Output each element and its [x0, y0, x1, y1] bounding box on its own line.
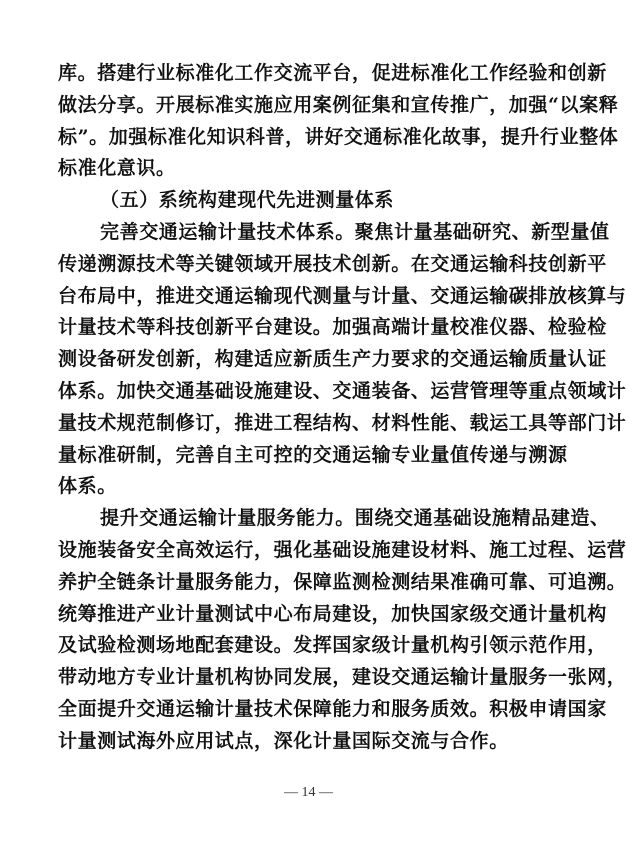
text-line: 体系。	[58, 475, 117, 498]
paragraph-first-line: 完善交通运输计量技术体系。聚焦计量基础研究、新型量值	[100, 221, 610, 243]
text-line: 量技术规范制修订，推进工程结构、材料性能、载运工具等部门计	[58, 411, 626, 434]
text-line: 量标准研制，完善自主可控的交通运输专业量值传递与溯源	[58, 443, 568, 466]
paragraph-first-line: 提升交通运输计量服务能力。围绕交通基础设施精品建造、	[100, 507, 610, 530]
text-line: 统筹推进产业计量测试中心布局建设，加快国家级交通计量机构	[58, 602, 607, 625]
text-line: 设施装备安全高效运行，强化基础设施建设材料、施工过程、运营	[58, 539, 626, 561]
section-heading: （五）系统构建现代先进测量体系	[100, 189, 395, 212]
text-line: 库。搭建行业标准化工作交流平台，促进标准化工作经验和创新	[58, 62, 607, 84]
text-line: 养护全链条计量服务能力，保障监测检测结果准确可靠、可追溯。	[58, 570, 626, 593]
text-line: 体系。加快交通基础设施建设、交通装备、运营管理等重点领域计	[58, 380, 626, 402]
text-line: 传递溯源技术等关键领域开展技术创新。在交通运输科技创新平	[58, 252, 607, 275]
text-line: 标准化意识。	[58, 157, 176, 180]
text-line: 计量技术等科技创新平台建设。加强高端计量校准仪器、检验检	[58, 316, 607, 339]
text-line: 测设备研发创新，构建适应新质生产力要求的交通运输质量认证	[58, 348, 607, 371]
text-line: 及试验检测场地配套建设。发挥国家级计量机构引领示范作用，	[58, 634, 607, 657]
text-line: 带动地方专业计量机构协同发展，建设交通运输计量服务一张网，	[58, 666, 626, 689]
text-line: 台布局中，推进交通运输现代测量与计量、交通运输碳排放核算与	[58, 284, 626, 307]
page-number: — 14 —	[284, 785, 333, 800]
text-line: 标”。加强标准化知识科普，讲好交通标准化故事，提升行业整体	[58, 125, 619, 148]
text-line: 全面提升交通运输计量技术保障能力和服务质效。积极申请国家	[58, 698, 607, 720]
text-line: 做法分享。开展标准实施应用案例征集和宣传推广，加强“以案释	[58, 93, 619, 116]
text-line: 计量测试海外应用试点，深化计量国际交流与合作。	[58, 729, 509, 752]
